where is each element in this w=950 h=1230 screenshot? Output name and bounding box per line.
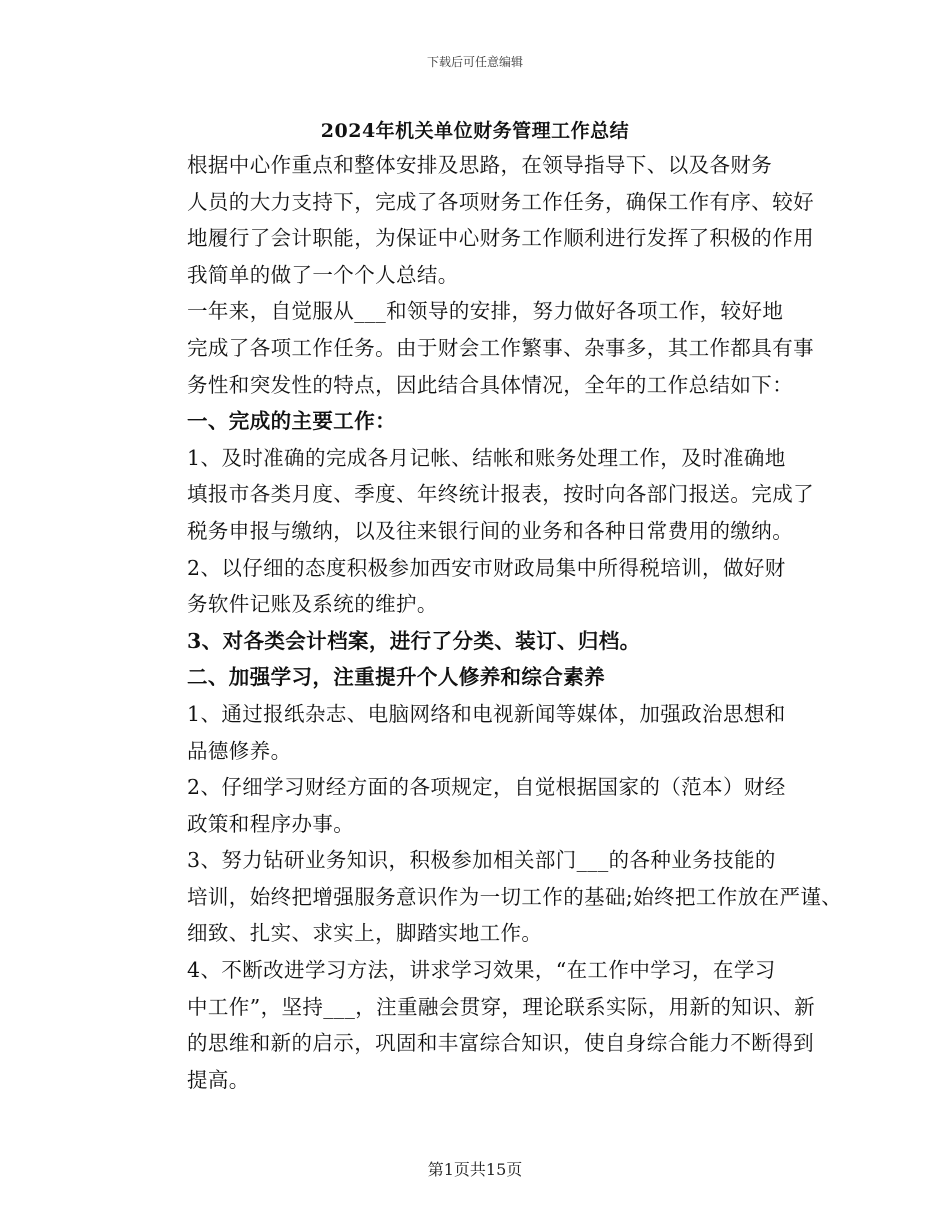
text-line: 我简单的做了一个个人总结。 — [187, 262, 459, 287]
text-line: 2、以仔细的态度积极参加西安市财政局集中所得税培训，做好财 — [187, 555, 786, 580]
text-line: 二、加强学习，注重提升个人修养和综合素养 — [187, 665, 605, 690]
paragraph — [142, 147, 822, 293]
paragraph — [142, 293, 822, 403]
text-line: 政策和程序办事。 — [187, 811, 355, 836]
paragraph — [142, 842, 843, 952]
text-line: 1、通过报纸杂志、电脑网络和电视新闻等媒体，加强政治思想和 — [187, 701, 786, 726]
text-line: 1、及时准确的完成各月记帐、结帐和账务处理工作，及时准确地 — [187, 445, 786, 470]
text-line: 中工作”，坚持___，注重融会贯穿，理论联系实际，用新的知识、新 — [187, 994, 816, 1019]
text-line: 3、努力钻研业务知识，积极参加相关部门___的各种业务技能的 — [187, 848, 776, 873]
text-line: 3、对各类会计档案，进行了分类、装订、归档。 — [187, 628, 641, 653]
text-line: 地履行了会计职能，为保证中心财务工作顺利进行发挥了积极的作用 — [187, 226, 814, 251]
text-line: 一、完成的主要工作： — [187, 409, 396, 434]
text-line: 的思维和新的启示，巩固和丰富综合知识，使自身综合能力不断得到 — [187, 1031, 814, 1056]
paragraph — [142, 769, 822, 842]
text-line: 一年来，自觉服从___和领导的安排，努力做好各项工作，较好地 — [187, 299, 784, 324]
document-title: 2024年机关单位财务管理工作总结 — [320, 120, 630, 142]
paragraph — [142, 440, 822, 550]
text-line: 务性和突发性的特点，因此结合具体情况，全年的工作总结如下： — [187, 372, 794, 397]
text-line: 填报市各类月度、季度、年终统计报表，按时向各部门报送。完成了 — [187, 482, 814, 507]
paragraph — [142, 696, 822, 769]
section-heading — [142, 659, 822, 696]
section-heading — [142, 623, 822, 660]
text-line: 根据中心作重点和整体安排及思路，在领导指导下、以及各财务 — [187, 153, 773, 177]
paragraph — [142, 550, 822, 623]
paragraph — [142, 952, 822, 1098]
page-footer: 第1页共15页 — [427, 1160, 523, 1179]
text-line: 完成了各项工作任务。由于财会工作繁事、杂事多，其工作都具有事 — [187, 335, 814, 360]
text-line: 税务申报与缴纳，以及往来银行间的业务和各种日常费用的缴纳。 — [187, 518, 794, 543]
text-line: 2、仔细学习财经方面的各项规定，自觉根据国家的（范本）财经 — [187, 775, 786, 800]
text-line: 品德修养。 — [187, 738, 292, 763]
text-line: 人员的大力支持下，完成了各项财务工作任务，确保工作有序、较好 — [187, 189, 814, 214]
section-heading — [142, 403, 822, 440]
text-line: 4、不断改进学习方法，讲求学习效果，“在工作中学习，在学习 — [187, 958, 776, 983]
header-note: 下载后可任意编辑 — [426, 55, 523, 69]
text-line: 提高。 — [187, 1067, 250, 1092]
text-line: 务软件记账及系统的维护。 — [187, 592, 438, 617]
text-line: 细致、扎实、求实上，脚踏实地工作。 — [187, 921, 543, 946]
text-line: 培训，始终把增强服务意识作为一切工作的基础;始终把工作放在严谨、 — [187, 884, 843, 909]
document-body — [142, 147, 843, 1098]
